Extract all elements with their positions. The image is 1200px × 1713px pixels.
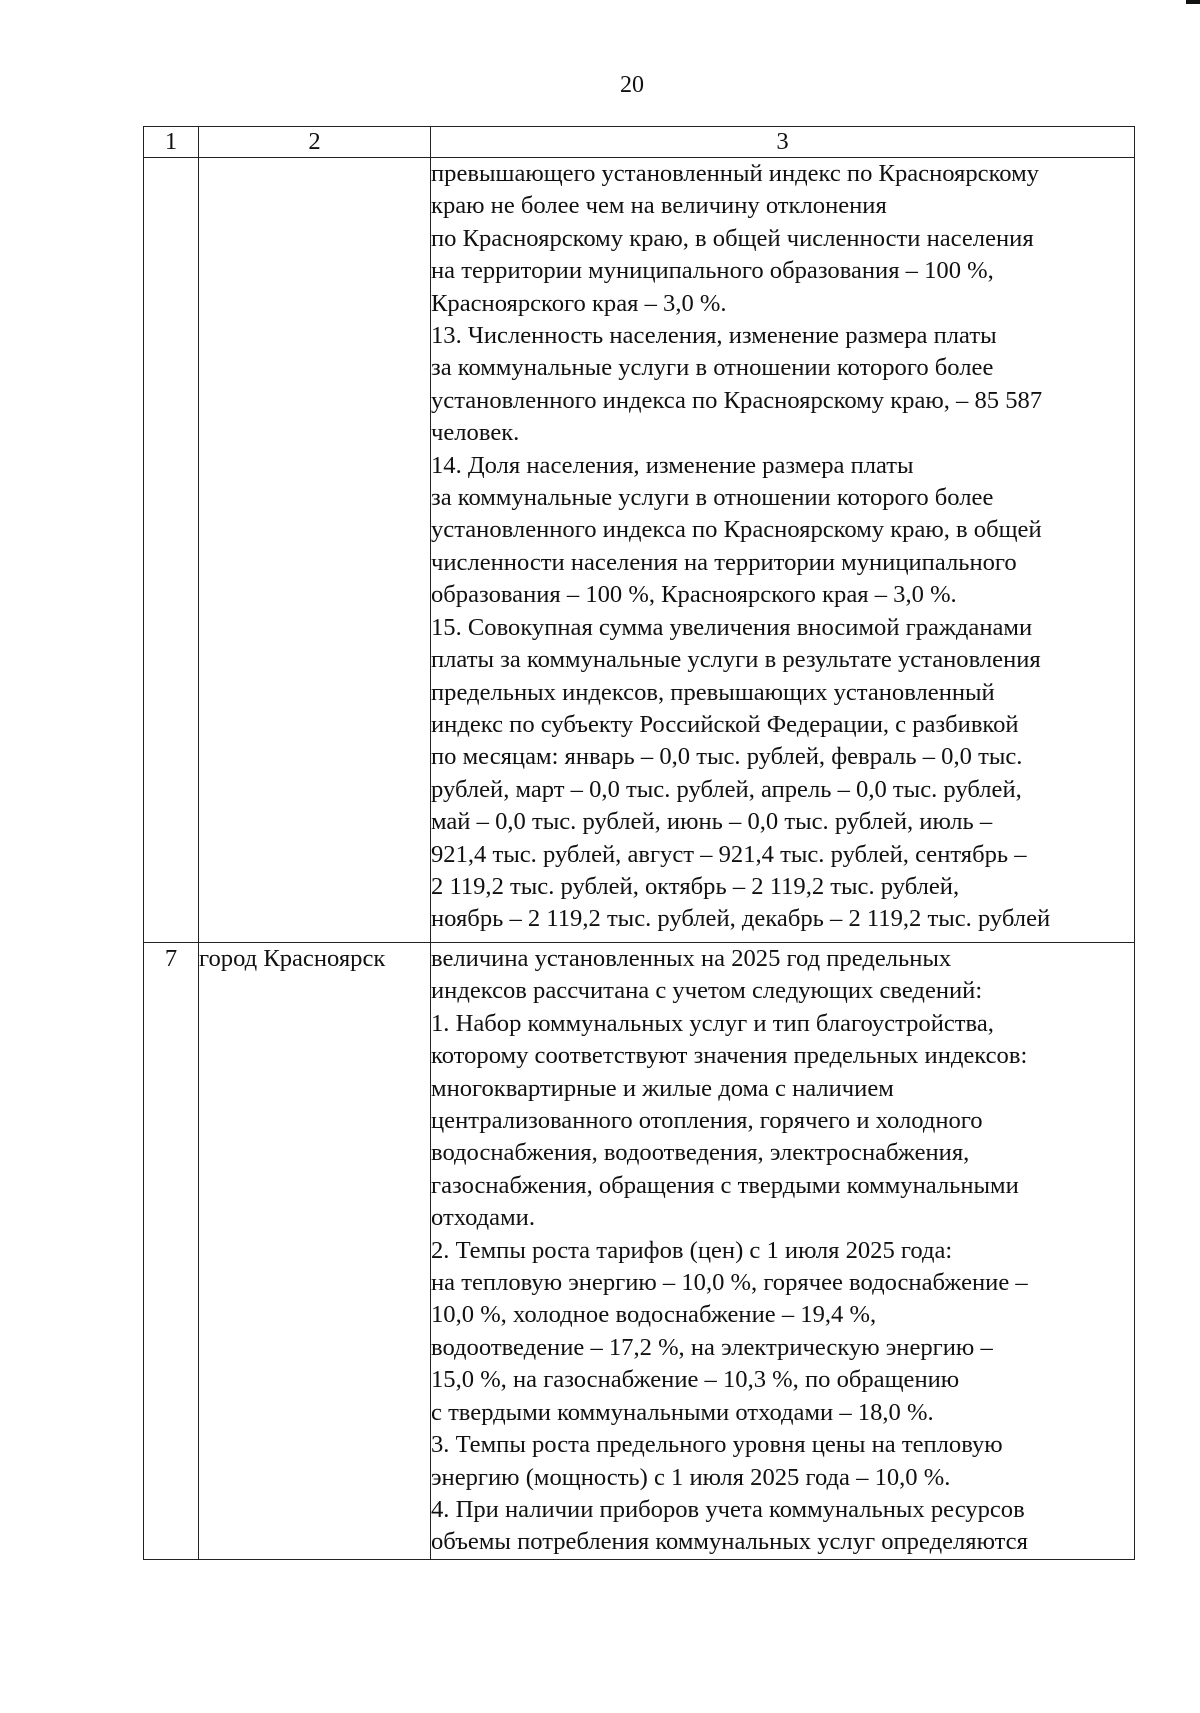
- description-cell: [431, 943, 1135, 1560]
- text-line: за коммунальные услуги в отношении которого более: [431, 484, 994, 512]
- text-line: превышающего установленный индекс по Красноярскому: [431, 160, 1039, 187]
- text-line: объемы потребления коммунальных услуг определяются: [431, 1528, 1028, 1556]
- municipality-name-cell: город Красноярск: [199, 943, 431, 1560]
- text-line: многоквартирные и жилые дома с наличием: [431, 1074, 894, 1102]
- header-col-2: 2: [199, 127, 431, 158]
- municipality-name-cell: [199, 158, 431, 943]
- corner-scan-mark: [1186, 0, 1200, 4]
- text-line: 921,4 тыс. рублей, август – 921,4 тыс. рублей, сентябрь –: [431, 840, 1027, 868]
- text-line: по Красноярскому краю, в общей численности населения: [431, 224, 1034, 252]
- text-line: численности населения на территории муниципального: [431, 548, 1017, 576]
- document-table: [143, 126, 1135, 1560]
- table-header-row: [144, 127, 1135, 158]
- text-line: 3. Темпы роста предельного уровня цены на тепловую: [431, 1431, 1003, 1459]
- text-line: установленного индекса по Красноярскому краю, в общей: [431, 516, 1042, 544]
- text-line: 2. Темпы роста тарифов (цен) с 1 июля 2025 года:: [431, 1236, 953, 1264]
- text-line: платы за коммунальные услуги в результате установления: [431, 646, 1041, 674]
- text-line: централизованного отопления, горячего и холодного: [431, 1107, 983, 1135]
- row-number-cell: 7: [144, 943, 199, 1560]
- text-line: величина установленных на 2025 год предельных: [431, 945, 952, 972]
- text-line: газоснабжения, обращения с твердыми коммунальными: [431, 1171, 1019, 1199]
- text-line: которому соответствуют значения предельных индексов:: [431, 1042, 1028, 1070]
- text-line: предельных индексов, превышающих установленный: [431, 678, 995, 706]
- text-line: ноябрь – 2 119,2 тыс. рублей, декабрь – 2 119,2 тыс. рублей: [431, 905, 1051, 933]
- text-line: на тепловую энергию – 10,0 %, горячее водоснабжение –: [431, 1269, 1028, 1297]
- text-line: водоотведение – 17,2 %, на электрическую энергию –: [431, 1333, 993, 1361]
- table-row: [144, 943, 1135, 1560]
- table-row: [144, 158, 1135, 943]
- text-line: 13. Численность населения, изменение размера платы: [431, 322, 997, 350]
- text-line: энергию (мощность) с 1 июля 2025 года – 10,0 %.: [431, 1463, 951, 1491]
- text-line: с твердыми коммунальными отходами – 18,0 %.: [431, 1398, 934, 1426]
- text-line: образования – 100 %, Красноярского края – 3,0 %.: [431, 581, 957, 609]
- text-line: 14. Доля населения, изменение размера платы: [431, 451, 914, 479]
- text-line: май – 0,0 тыс. рублей, июнь – 0,0 тыс. рублей, июль –: [431, 808, 993, 836]
- text-line: 15,0 %, на газоснабжение – 10,3 %, по обращению: [431, 1366, 960, 1394]
- text-line: рублей, март – 0,0 тыс. рублей, апрель – 0,0 тыс. рублей,: [431, 775, 1022, 803]
- text-line: установленного индекса по Красноярскому краю, – 85 587: [431, 386, 1043, 414]
- text-line: краю не более чем на величину отклонения: [431, 192, 887, 220]
- text-line: на территории муниципального образования – 100 %,: [431, 257, 994, 285]
- text-line: 2 119,2 тыс. рублей, октябрь – 2 119,2 тыс. рублей,: [431, 872, 960, 900]
- description-cell: [431, 158, 1135, 943]
- header-col-1: 1: [144, 127, 199, 158]
- text-line: 15. Совокупная сумма увеличения вносимой гражданами: [431, 613, 1033, 641]
- text-line: Красноярского края – 3,0 %.: [431, 289, 727, 317]
- text-line: индекс по субъекту Российской Федерации, с разбивкой: [431, 710, 1019, 738]
- text-line: по месяцам: январь – 0,0 тыс. рублей, февраль – 0,0 тыс.: [431, 743, 1023, 771]
- row-number-cell: [144, 158, 199, 943]
- header-col-3: 3: [431, 127, 1135, 158]
- text-line: 1. Набор коммунальных услуг и тип благоустройства,: [431, 1009, 994, 1037]
- text-line: человек.: [431, 419, 520, 447]
- page-number: 20: [620, 72, 644, 98]
- text-line: 10,0 %, холодное водоснабжение – 19,4 %,: [431, 1301, 877, 1329]
- text-line: отходами.: [431, 1204, 535, 1232]
- text-line: водоснабжения, водоотведения, электроснабжения,: [431, 1139, 970, 1167]
- text-line: за коммунальные услуги в отношении которого более: [431, 354, 994, 382]
- text-line: 4. При наличии приборов учета коммунальных ресурсов: [431, 1495, 1025, 1523]
- text-line: индексов рассчитана с учетом следующих сведений:: [431, 977, 983, 1005]
